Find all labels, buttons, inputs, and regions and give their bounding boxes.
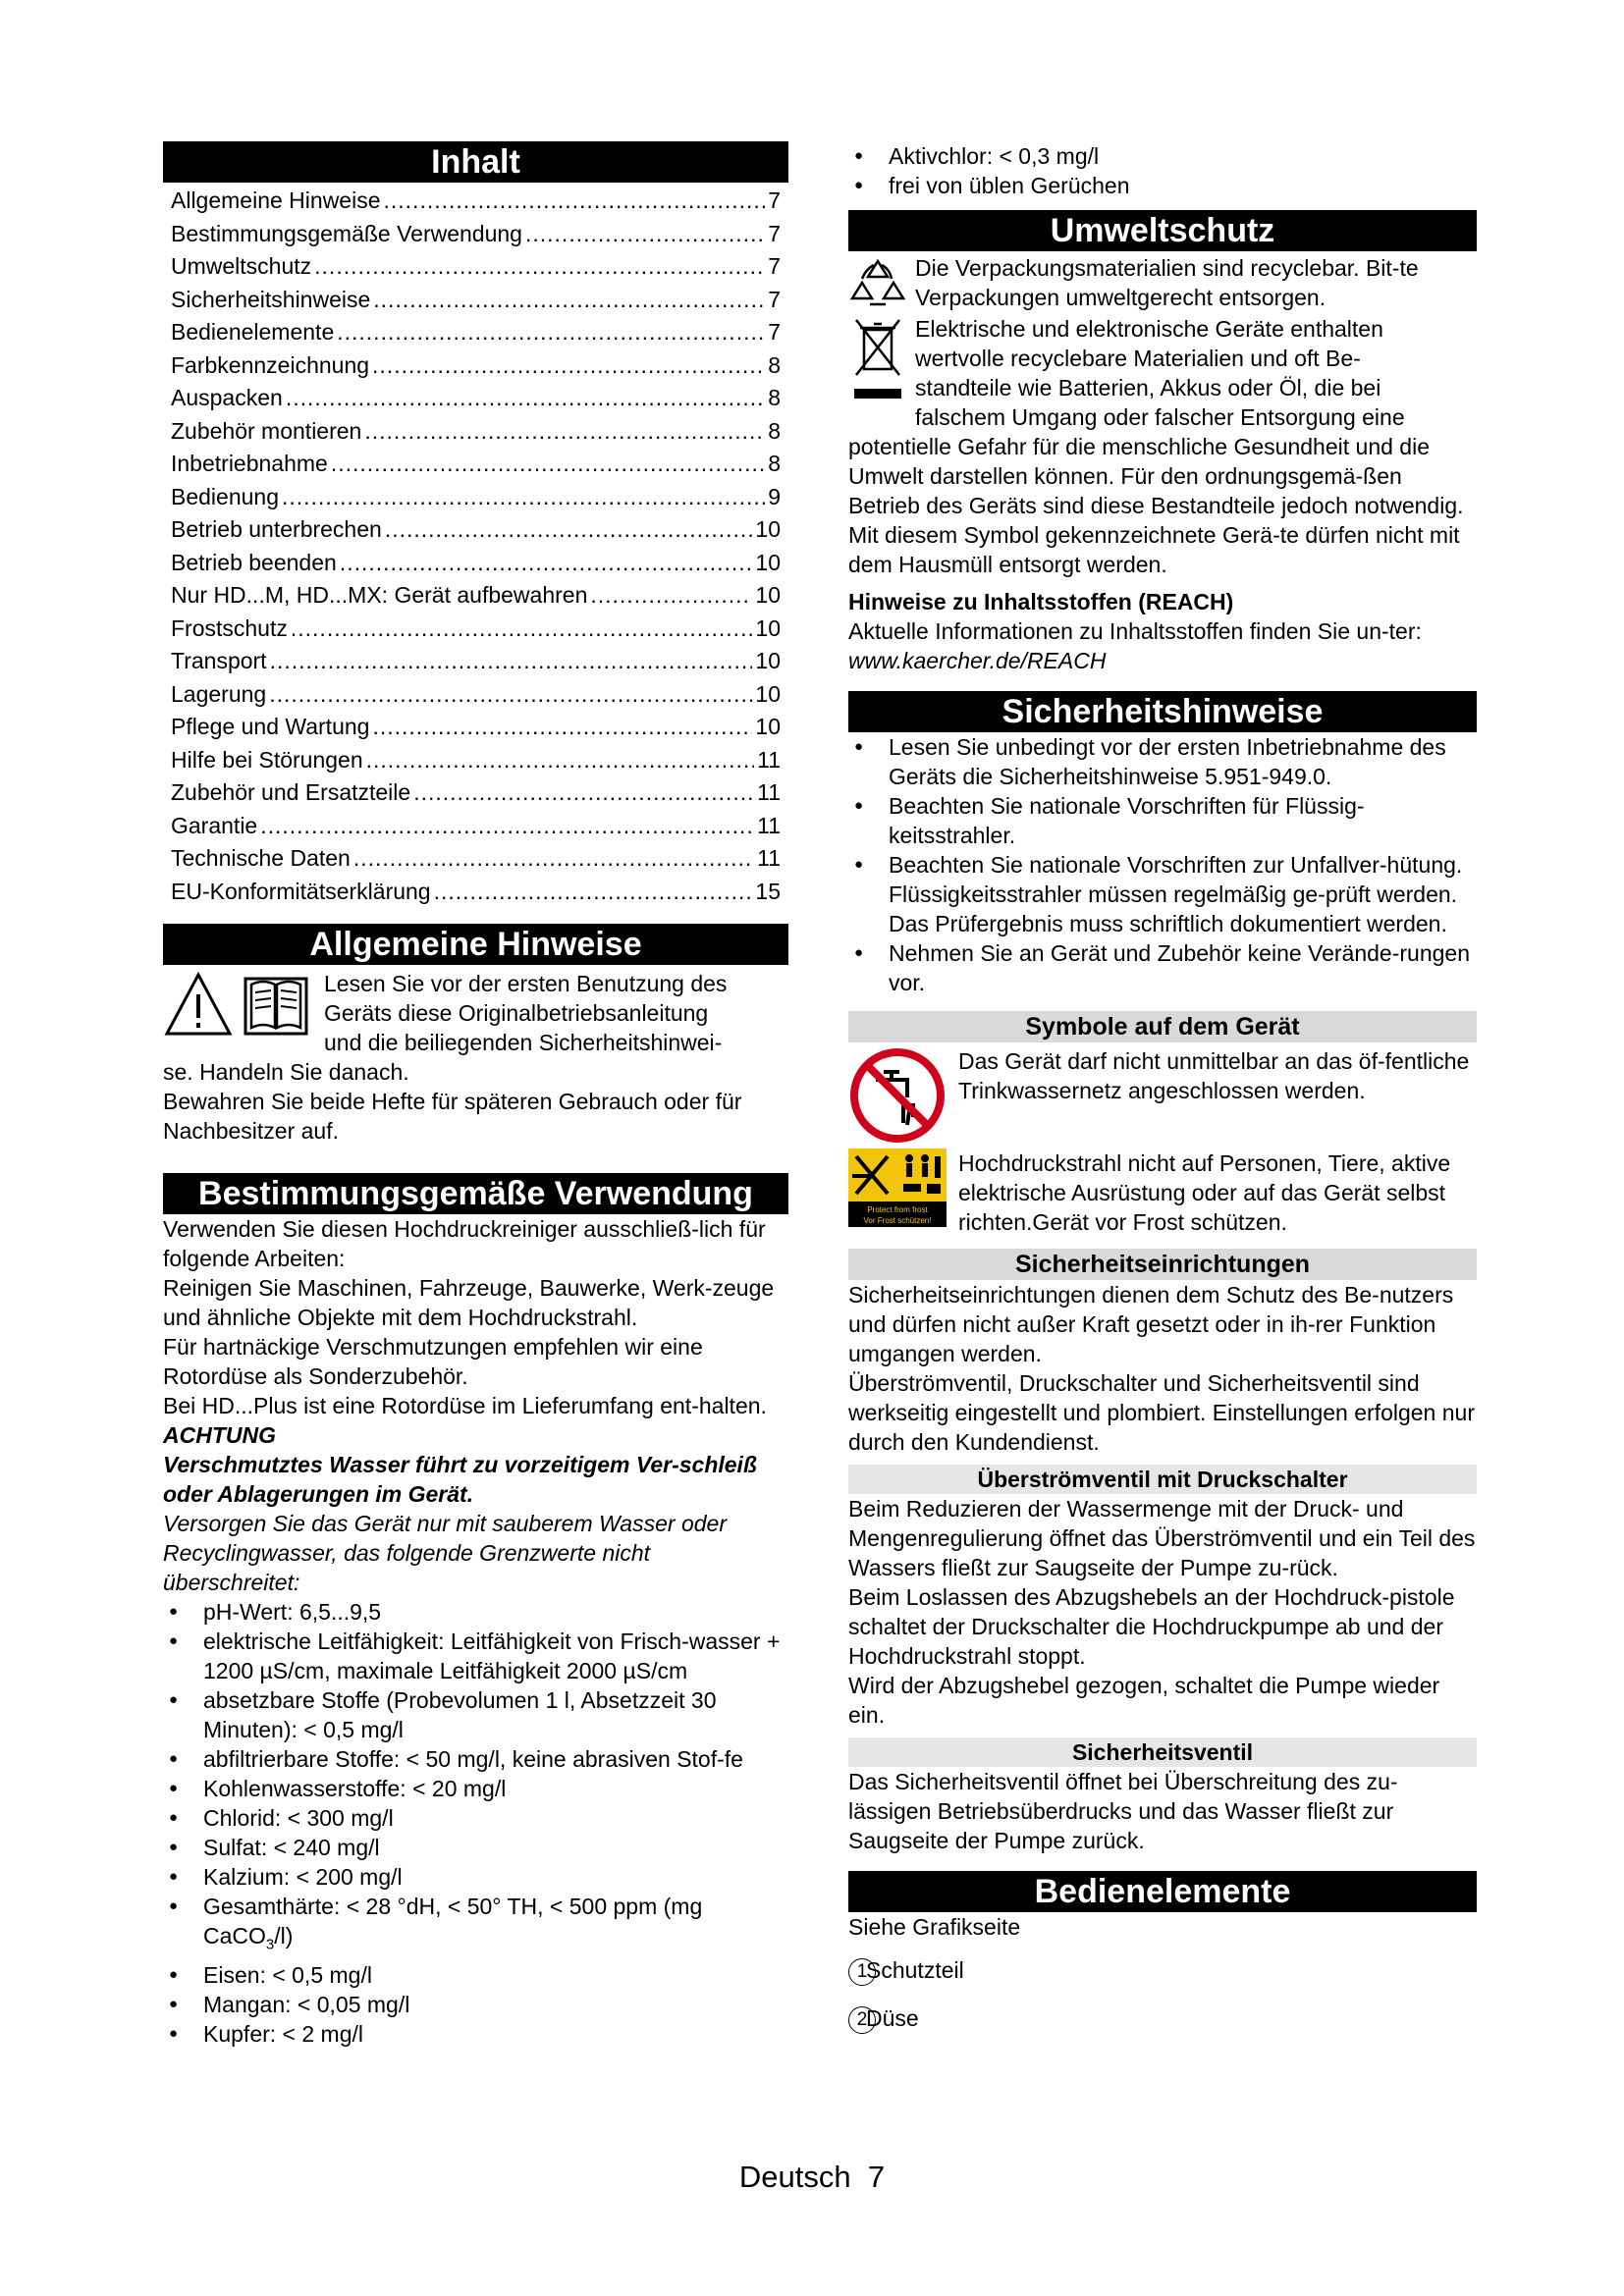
toc-entry-page: 8	[768, 417, 781, 444]
toc-entry-label: Pflege und Wartung	[171, 714, 370, 739]
toc-list	[163, 185, 788, 908]
reach-text	[848, 616, 1477, 675]
symbol-high-pressure	[848, 1148, 1477, 1237]
toc-entry-label: Auspacken	[171, 385, 283, 410]
toc-entry-label: Allgemeine Hinweise	[171, 187, 381, 213]
warning-triangle-icon	[163, 969, 234, 1040]
sicherheitsventil-heading: Sicherheitsventil	[848, 1737, 1477, 1767]
toc-entry-label: EU-Konformitätserklärung	[171, 878, 431, 904]
toc-entry-page: 11	[757, 779, 781, 805]
einricht-p1: Sicherheitseinrichtungen dienen dem Schutz des Be-nutzers und dürfen nicht außer Kraft gesetzt oder in ih-rer Funktion umgangen werden.	[848, 1282, 1454, 1366]
reach-link[interactable]: www.kaercher.de/REACH	[848, 648, 1107, 673]
toc-leader-dots	[373, 284, 765, 317]
toc-leader-dots	[270, 645, 753, 678]
list-item: ● Lesen Sie unbedingt vor der ersten Inbetriebnahme des Geräts die Sicherheitshinweise 5.951-949.0.	[848, 732, 1477, 791]
toc-entry[interactable]	[163, 613, 788, 646]
toc-entry[interactable]	[163, 744, 788, 777]
toc-leader-dots	[366, 744, 754, 777]
toc-leader-dots	[269, 678, 752, 712]
toc-entry-label: Betrieb unterbrechen	[171, 516, 382, 542]
toc-leader-dots	[413, 776, 754, 810]
list-item: ● Kalzium: < 200 mg/l	[163, 1862, 788, 1892]
weee-line-2: wertvolle recyclebare Materialien und oft Be-	[915, 346, 1361, 371]
toc-entry-page: 8	[768, 451, 781, 476]
toc-entry-label: Inbetriebnahme	[171, 451, 328, 476]
list-item: ● frei von üblen Gerüchen	[848, 171, 1477, 200]
toc-entry-label: Umweltschutz	[171, 253, 312, 279]
toc-entry[interactable]	[163, 415, 788, 449]
toc-entry-page: 7	[768, 286, 781, 312]
toc-entry-page: 11	[757, 746, 781, 773]
list-item: ● Aktivchlor: < 0,3 mg/l	[848, 141, 1477, 171]
symbol-high-pressure-text: Hochdruckstrahl nicht auf Personen, Tiere, aktive elektrische Ausrüstung oder auf das Gerät selbst richten.Gerät vor Frost schützen.	[958, 1150, 1451, 1235]
reach-text-body: Aktuelle Informationen zu Inhaltsstoffen finden Sie un-ter:	[848, 618, 1422, 644]
ueber-p3: Wird der Abzugshebel gezogen, schaltet die Pumpe wieder ein.	[848, 1673, 1440, 1728]
list-item: ● Chlorid: < 300 mg/l	[163, 1803, 788, 1833]
toc-entry-page: 7	[768, 187, 781, 213]
toc-entry-label: Transport	[171, 648, 267, 673]
toc-entry-page: 7	[768, 253, 781, 279]
list-item: ● Mangan: < 0,05 mg/l	[163, 1990, 788, 2019]
water-limits-list	[163, 1597, 788, 2049]
bedien-item	[848, 2003, 1477, 2034]
no-drinking-water-connection-icon	[848, 1046, 947, 1145]
list-item: ● Kohlenwasserstoffe: < 20 mg/l	[163, 1774, 788, 1803]
toc-entry[interactable]	[163, 250, 788, 284]
toc-leader-dots	[353, 842, 754, 876]
water-limits-list-continued	[848, 141, 1477, 200]
toc-leader-dots	[434, 876, 753, 909]
umweltschutz-heading: Umweltschutz	[848, 210, 1477, 251]
einricht-p2: Überströmventil, Druckschalter und Sicherheitsventil sind werkseitig eingestellt und plombiert. Einstellungen erfolgen nur durch den Kundendienst.	[848, 1370, 1475, 1455]
bedien-item	[848, 1955, 1477, 1986]
achtung-label: ACHTUNG	[163, 1422, 276, 1448]
toc-entry-page: 11	[757, 812, 781, 838]
toc-leader-dots	[337, 316, 765, 349]
toc-entry[interactable]	[163, 579, 788, 613]
warning-italic-text: Versorgen Sie das Gerät nur mit sauberem Wasser oder Recyclingwasser, das folgende Grenzwerte nicht überschreitet:	[163, 1511, 727, 1595]
toc-entry[interactable]	[163, 645, 788, 678]
bestimmung-p4: Bei HD...Plus ist eine Rotordüse im Lieferumfang ent-halten.	[163, 1393, 767, 1418]
ueber-p1: Beim Reduzieren der Wassermenge mit der Druck- und Mengenregulierung öffnet das Überströmventil und ein Teil des Wassers fließt zur Saugseite der Pumpe zu-rück.	[848, 1496, 1476, 1580]
list-item: ● Eisen: < 0,5 mg/l	[163, 1960, 788, 1990]
toc-leader-dots	[286, 382, 765, 415]
toc-entry-label: Farbkennzeichnung	[171, 351, 370, 378]
sicherheitshinweise-heading: Sicherheitshinweise	[848, 691, 1477, 732]
footer-page-number: 7	[867, 2160, 886, 2194]
toc-entry[interactable]	[163, 776, 788, 810]
toc-entry[interactable]	[163, 284, 788, 317]
toc-entry-label: Technische Daten	[171, 845, 351, 871]
weee-rest: potentielle Gefahr für die menschliche Gesundheit und die Umwelt darstellen können. Für den ordnungsgemä-ßen Betrieb des Geräts sind diese Bestandteile jedoch notwendig. Mit diesem Symbol gekennzeichnete Gerä-te dürfen nicht mit dem Hausmüll entsorgt werden.	[848, 434, 1464, 577]
manual-notice-line-2: Geräts diese Originalbetriebsanleitung	[324, 1000, 709, 1026]
toc-entry-page: 9	[768, 483, 781, 509]
list-item: ● abfiltrierbare Stoffe: < 50 mg/l, keine abrasiven Stof-fe	[163, 1744, 788, 1774]
toc-entry[interactable]	[163, 876, 788, 909]
item-number-badge: 2	[848, 2006, 876, 2034]
toc-entry-page: 10	[755, 614, 781, 641]
toc-entry[interactable]	[163, 185, 788, 218]
keep-manuals-text: Bewahren Sie beide Hefte für späteren Gebrauch oder für Nachbesitzer auf.	[163, 1089, 742, 1144]
bestimmung-p3: Für hartnäckige Verschmutzungen empfehlen wir eine Rotordüse als Sonderzubehör.	[163, 1334, 703, 1389]
toc-entry[interactable]	[163, 448, 788, 481]
footer-language: Deutsch	[738, 2160, 851, 2194]
bestimmung-p1: Verwenden Sie diesen Hochdruckreiniger ausschließ-lich für folgende Arbeiten:	[163, 1216, 766, 1271]
item-number-badge: 1	[848, 1958, 876, 1986]
toc-leader-dots	[331, 448, 765, 481]
toc-leader-dots	[260, 810, 754, 843]
toc-leader-dots	[590, 579, 752, 613]
list-item: ● Beachten Sie nationale Vorschriften zur Unfallver-hütung. Flüssigkeitsstrahler müssen regelmäßig ge-prüft werden. Das Prüfergebnis muss schriftlich dokumentiert werden.	[848, 850, 1477, 938]
toc-entry-page: 10	[755, 549, 781, 575]
toc-entry-page: 8	[768, 385, 781, 410]
toc-leader-dots	[282, 481, 765, 514]
frost-label-en: Protect from frost	[867, 1205, 928, 1214]
bestimmung-p2: Reinigen Sie Maschinen, Fahrzeuge, Bauwerke, Werk-zeuge und ähnliche Objekte mit dem Hochdruckstrahl.	[163, 1275, 775, 1330]
manual-notice-line-3: und die beiliegenden Sicherheitshinwei-	[324, 1030, 723, 1055]
toc-entry[interactable]	[163, 711, 788, 744]
bestimmung-heading: Bestimmungsgemäße Verwendung	[163, 1173, 788, 1214]
item-label: Düse	[866, 2004, 919, 2031]
weee-line-3: standteile wie Batterien, Akkus oder Öl, die bei	[915, 375, 1381, 400]
right-column	[848, 141, 1477, 2034]
toc-entry-label: Sicherheitshinweise	[171, 286, 371, 312]
toc-leader-dots	[385, 513, 753, 547]
toc-entry[interactable]	[163, 678, 788, 712]
toc-entry-label: Bestimmungsgemäße Verwendung	[171, 220, 522, 246]
toc-entry-label: Lagerung	[171, 680, 267, 707]
ventil-p: Das Sicherheitsventil öffnet bei Überschreitung des zu-lässigen Betriebsüberdrucks und das Wasser fließt zur Saugseite der Pumpe zurück.	[848, 1769, 1398, 1853]
page-footer	[0, 2160, 1624, 2195]
recycling-text: Die Verpackungsmaterialien sind recyclebar. Bit-te Verpackungen umweltgerecht entsorgen.	[915, 255, 1419, 310]
toc-entry[interactable]	[163, 513, 788, 547]
toc-leader-dots	[314, 250, 765, 284]
manual-book-icon	[240, 969, 312, 1040]
toc-entry-page: 10	[755, 680, 781, 707]
toc-entry-page: 10	[755, 582, 781, 608]
toc-entry-page: 7	[768, 220, 781, 246]
toc-entry-label: Zubehör montieren	[171, 417, 362, 444]
weee-line-4: falschem Umgang oder falscher Entsorgung eine	[915, 404, 1405, 430]
toc-entry[interactable]	[163, 316, 788, 349]
toc-entry[interactable]	[163, 349, 788, 383]
item-label: Schutzteil	[866, 1957, 964, 1983]
toc-entry-page: 10	[755, 714, 781, 739]
allgemeine-hinweise-heading: Allgemeine Hinweise	[163, 924, 788, 965]
toc-entry[interactable]	[163, 547, 788, 580]
crossed-bin-icon	[848, 314, 907, 412]
toc-entry-page: 11	[757, 845, 781, 871]
toc-leader-dots	[364, 415, 765, 449]
toc-leader-dots	[372, 711, 752, 744]
list-item: ● Kupfer: < 2 mg/l	[163, 2019, 788, 2049]
toc-leader-dots	[384, 185, 766, 218]
toc-entry-label: Frostschutz	[171, 614, 288, 641]
toc-entry-page: 7	[768, 319, 781, 345]
frost-label-de: Vor Frost schützen!	[863, 1216, 932, 1225]
toc-entry[interactable]	[163, 810, 788, 843]
toc-entry-label: Garantie	[171, 812, 258, 838]
toc-heading: Inhalt	[163, 141, 788, 183]
toc-leader-dots	[340, 547, 753, 580]
toc-entry-label: Bedienelemente	[171, 319, 335, 345]
toc-entry[interactable]	[163, 382, 788, 415]
list-item: ● Beachten Sie nationale Vorschriften für Flüssig-keitsstrahler.	[848, 791, 1477, 850]
recycling-notice	[848, 253, 1477, 312]
weee-notice	[848, 314, 1477, 432]
manual-notice-rest: se. Handeln Sie danach.	[163, 1059, 409, 1085]
toc-entry-page: 8	[768, 351, 781, 378]
weee-line-1: Elektrische und elektronische Geräte enthalten	[915, 316, 1383, 342]
toc-entry[interactable]	[163, 842, 788, 876]
bedien-intro: Siehe Grafikseite	[848, 1914, 1021, 1940]
sicherheitseinrichtungen-heading: Sicherheitseinrichtungen	[848, 1249, 1477, 1280]
symbole-heading: Symbole auf dem Gerät	[848, 1011, 1477, 1042]
toc-entry-label: Betrieb beenden	[171, 549, 337, 575]
ueber-p2: Beim Loslassen des Abzugshebels an der Hochdruck-pistole schaltet der Druckschalter die Hochdruckpumpe ab und der Hochdruckstrahl stoppt.	[848, 1584, 1455, 1669]
list-item: ● elektrische Leitfähigkeit: Leitfähigkeit von Frisch-wasser + 1200 µS/cm, maximale Leitfähigkeit 2000 µS/cm	[163, 1627, 788, 1685]
high-pressure-warning-icon	[848, 1148, 947, 1227]
bedienelemente-heading: Bedienelemente	[848, 1871, 1477, 1912]
toc-leader-dots	[372, 349, 765, 383]
toc-leader-dots	[291, 613, 753, 646]
manual-notice	[163, 969, 788, 1057]
toc-entry-label: Zubehör und Ersatzteile	[171, 779, 411, 805]
toc-entry-page: 15	[755, 878, 781, 904]
toc-entry-label: Bedienung	[171, 483, 279, 509]
warning-bold-text: Verschmutztes Wasser führt zu vorzeitigem Ver-schleiß oder Ablagerungen im Gerät.	[163, 1452, 757, 1507]
toc-entry-page: 10	[755, 648, 781, 673]
toc-entry[interactable]	[163, 481, 788, 514]
recycling-icon	[848, 253, 907, 312]
toc-entry[interactable]	[163, 218, 788, 251]
list-item: ● Sulfat: < 240 mg/l	[163, 1833, 788, 1862]
list-item: ● absetzbare Stoffe (Probevolumen 1 l, Absetzzeit 30 Minuten): < 0,5 mg/l	[163, 1685, 788, 1744]
ueberstroemventil-heading: Überströmventil mit Druckschalter	[848, 1465, 1477, 1494]
manual-notice-line-1: Lesen Sie vor der ersten Benutzung des	[324, 971, 728, 996]
safety-list	[848, 732, 1477, 997]
toc-entry-label: Hilfe bei Störungen	[171, 746, 363, 773]
toc-leader-dots	[525, 218, 765, 251]
toc-entry-page: 10	[755, 516, 781, 542]
left-column	[163, 141, 788, 2049]
list-item: ● Nehmen Sie an Gerät und Zubehör keine Verände-rungen vor.	[848, 938, 1477, 997]
list-item: ● Gesamthärte: < 28 °dH, < 50° TH, < 500 ppm (mg CaCO$_3$/l)	[163, 1892, 788, 1960]
list-item: ● pH-Wert: 6,5...9,5	[163, 1597, 788, 1627]
toc-entry-label: Nur HD...M, HD...MX: Gerät aufbewahren	[171, 582, 588, 608]
reach-heading: Hinweise zu Inhaltsstoffen (REACH)	[848, 589, 1234, 614]
symbol-drinking-water-text: Das Gerät darf nicht unmittelbar an das öf-fentliche Trinkwassernetz angeschlossen werden.	[958, 1048, 1470, 1103]
symbol-drinking-water	[848, 1046, 1477, 1145]
